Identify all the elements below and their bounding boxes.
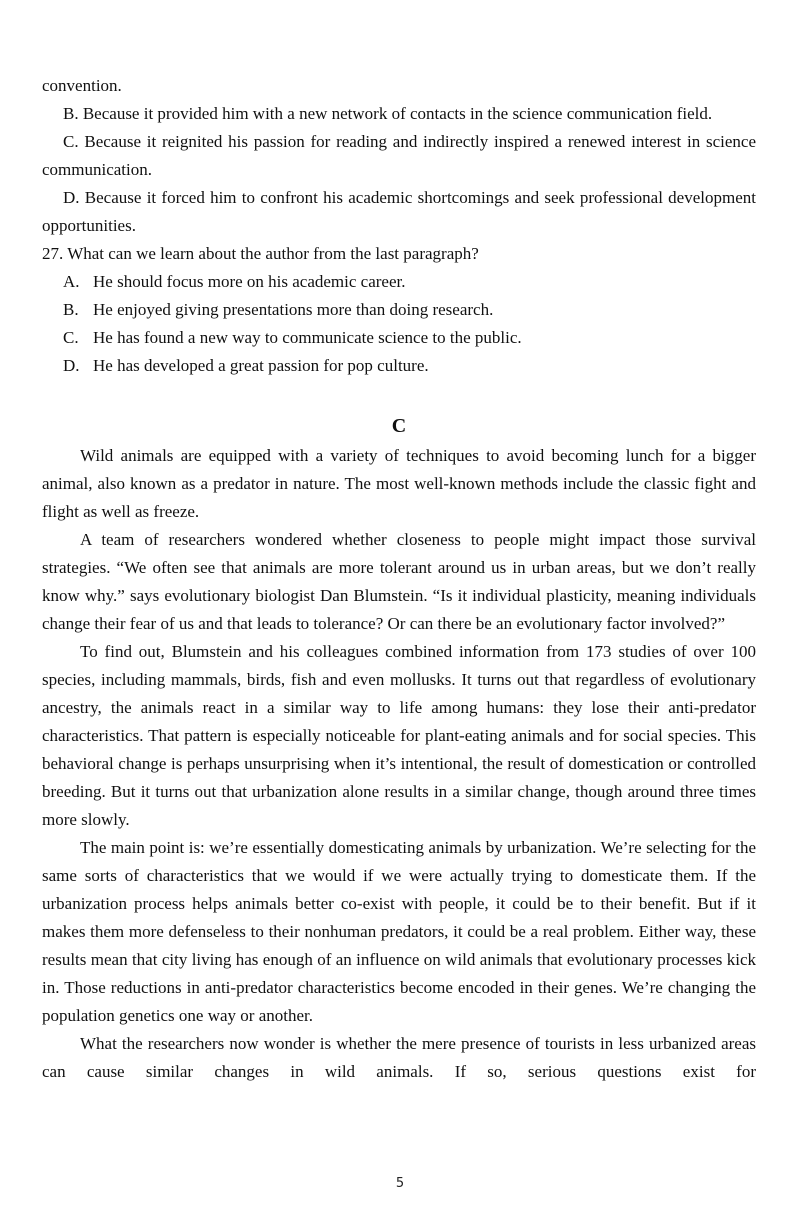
q27-option-b <box>42 296 756 324</box>
option-text: He has developed a great passion for pop culture. <box>93 356 429 375</box>
option-text: He has found a new way to communicate science to the public. <box>93 328 522 347</box>
option-text: He enjoyed giving presentations more than doing research. <box>93 300 494 319</box>
option-label: A. <box>63 272 80 291</box>
q27-option-d <box>42 352 756 380</box>
document-page <box>42 72 756 1086</box>
page-number: 5 <box>395 1176 405 1191</box>
option-label: D. <box>63 356 80 375</box>
q27-option-c <box>42 324 756 352</box>
q27-stem: 27. What can we learn about the author from the last paragraph? <box>42 244 479 263</box>
option-label: C. <box>63 328 79 347</box>
section-title: C <box>391 415 407 437</box>
passage-paragraph: To find out, Blumstein and his colleagues combined information from 173 studies of over 100 species, including mammals, birds, fish and even mollusks. It turns out that regardless of evolutionary ancestry, the animals react in a similar way to life among humans: they lose their anti-predator characteristics. That pattern is especially noticeable for plant-eating animals and for social species. This behavioral change is perhaps unsurprising when it’s intentional, the result of domestication or controlled breeding. But it turns out that urbanization alone results in a similar change, though around three times more slowly. <box>42 642 756 829</box>
option-label: B. <box>63 300 79 319</box>
q26-option-d: D. Because it forced him to confront his academic shortcomings and seek professional development opportunities. <box>42 188 756 235</box>
q26-option-b: B. Because it provided him with a new network of contacts in the science communication field. <box>63 104 713 123</box>
passage-paragraph: What the researchers now wonder is whether the mere presence of tourists in less urbanized areas can cause similar changes in wild animals. If so, serious questions exist for <box>42 1034 756 1081</box>
option-text: He should focus more on his academic career. <box>93 272 406 291</box>
q26-option-a-tail: convention. <box>42 76 122 95</box>
passage-paragraph: Wild animals are equipped with a variety of techniques to avoid becoming lunch for a bigger animal, also known as a predator in nature. The most well-known methods include the classic fight and flight as well as freeze. <box>42 446 756 521</box>
passage-paragraph: The main point is: we’re essentially domesticating animals by urbanization. We’re selecting for the same sorts of characteristics that we would if we were actually trying to domesticate them. If the urbanization process helps animals better co-exist with people, it could be to their benefit. But if it makes them more defenseless to their nonhuman predators, it could be a real problem. Either way, these results mean that city living has enough of an influence on wild animals that evolutionary processes kick in. Those reductions in anti-predator characteristics become encoded in their genes. We’re changing the population genetics one way or another. <box>42 838 756 1025</box>
passage-paragraph: A team of researchers wondered whether closeness to people might impact those survival strategies. “We often see that animals are more tolerant around us in urban areas, but we don’t really know why.” says evolutionary biologist Dan Blumstein. “Is it individual plasticity, meaning individuals change their fear of us and that leads to tolerance? Or can there be an evolutionary factor involved?” <box>42 530 756 633</box>
q26-option-c: C. Because it reignited his passion for reading and indirectly inspired a renewed interest in science communication. <box>42 132 756 179</box>
q27-option-a <box>42 268 756 296</box>
